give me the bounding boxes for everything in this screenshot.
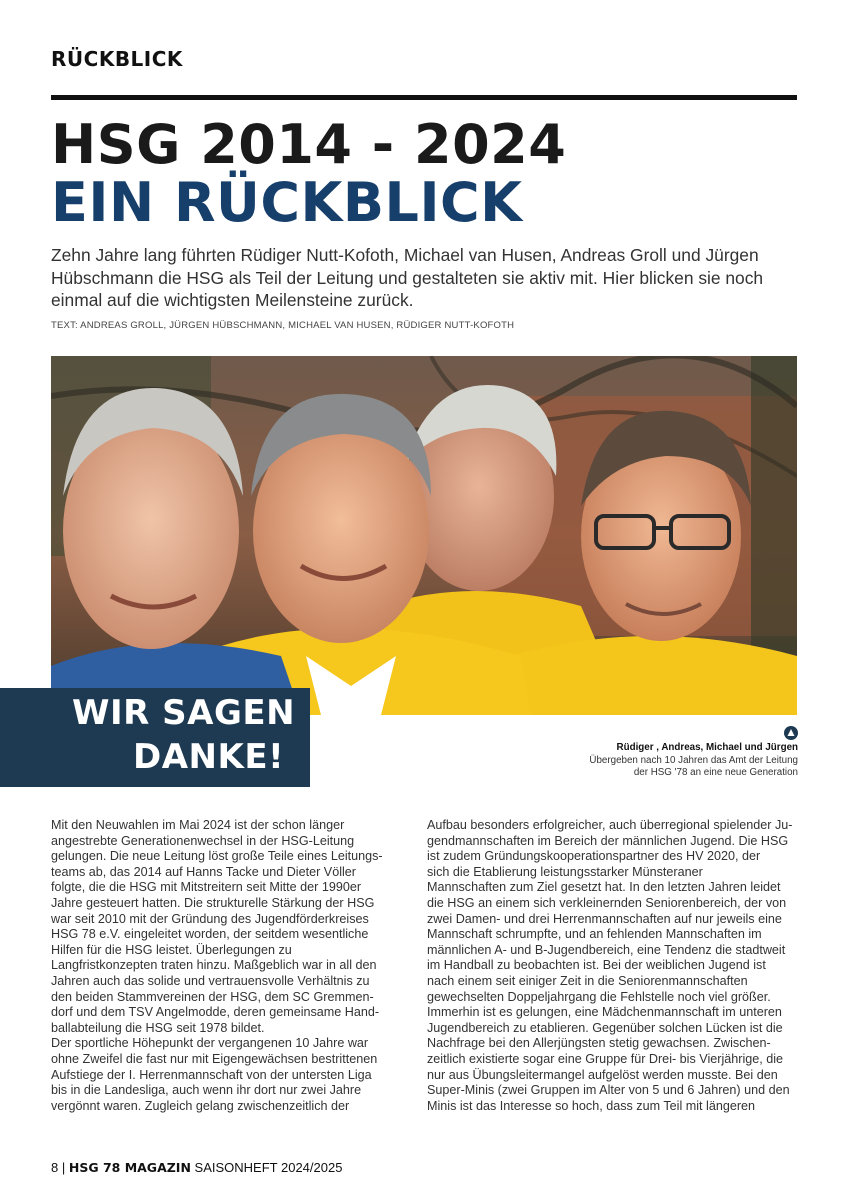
body-line: Langfristkonzepten traten hinzu. Maßgeblich war in all den (51, 958, 377, 973)
body-line: sich die Etablierung leistungsstarker Münsteraner (427, 864, 703, 879)
body-line: Aufstiege der I. Herrenmannschaft von der untersten Liga (51, 1067, 372, 1082)
body-line: gewechselten Doppeljahrgang die Fehlstelle noch viel größer. (427, 989, 771, 1004)
camera-icon (784, 726, 798, 740)
banner-line-2: DANKE! (133, 737, 285, 777)
body-line: Aufbau besonders erfolgreicher, auch überregional spielender Ju- (427, 818, 793, 832)
body-line: Immerhin ist es gelungen, eine Mädchenmannschaft im unteren (427, 1005, 782, 1020)
issue-name: SAISONHEFT 2024/2025 (194, 1160, 343, 1175)
body-line: folgte, die die HSG mit Mitstreitern seit Mitte der 1990er (51, 880, 362, 895)
group-photo (51, 356, 797, 715)
body-line: Minis ist das Interesse so hoch, dass zum Teil mit längeren (427, 1098, 756, 1113)
subheadline: EIN RÜCKBLICK (51, 171, 523, 234)
body-line: Jugendbereich zu etablieren. Gegenüber solchen Lücken ist die (427, 1020, 783, 1035)
body-line: Der sportliche Höhepunkt der vergangenen 10 Jahre war (51, 1036, 369, 1051)
body-column-left (51, 818, 396, 1114)
body-line: Mit den Neuwahlen im Mai 2024 ist der schon länger (51, 818, 345, 832)
body-line: Mannschaft schrumpfte, und an fehlenden Mannschaften im (427, 927, 762, 942)
headline: HSG 2014 - 2024 (51, 113, 567, 176)
magazine-name: HSG 78 MAGAZIN (68, 1160, 191, 1175)
banner-line-1: WIR SAGEN (72, 693, 296, 733)
body-line: bis in die Landesliga, auch wenn ihr dort nur zwei Jahre (51, 1083, 362, 1098)
footer-separator: | (61, 1160, 66, 1175)
author-credits: TEXT: ANDREAS GROLL, JÜRGEN HÜBSCHMANN, MICHAEL VAN HUSEN, RÜDIGER NUTT-KOFOTH (51, 320, 515, 331)
caption-line-1: Übergeben nach 10 Jahren das Amt der Leitung (589, 754, 798, 766)
section-label: RÜCKBLICK (51, 47, 183, 71)
body-line: die HSG an einem sich verkleinernden Seniorenbereich, der von (427, 895, 787, 910)
header-rule (51, 95, 797, 100)
body-column-right (427, 818, 799, 1114)
intro-text: Zehn Jahre lang führten Rüdiger Nutt-Kofoth, Michael van Husen, Andreas Groll und Jürgen Hübschmann die HSG als Teil der Leitung und gestalteten sie aktiv mit. Hier blicken sie noch einmal auf die wichtigsten Meilensteine zurück. (51, 245, 764, 310)
body-line: Super-Minis (zwei Gruppen im Alter von 5 und 6 Jahren) und den (427, 1083, 790, 1098)
body-line: zeitlich existierte sogar eine Gruppe für Drei- bis Vierjährige, die (427, 1051, 784, 1066)
page-footer (51, 1160, 342, 1175)
body-line: vergönnt waren. Zugleich gelang zwischenzeitlich der (51, 1098, 350, 1113)
body-line: Nachfrage bei den Allerjüngsten stetig gewachsen. Zwischen- (427, 1036, 771, 1051)
body-line: ohne Zweifel die fast nur mit Eigengewächsen bestrittenen (51, 1051, 378, 1066)
body-line: ist zudem Gründungskooperationspartner des HV 2020, der (427, 849, 761, 864)
body-line: Mannschaften zum Ziel gesetzt hat. In den letzten Jahren leidet (427, 880, 781, 895)
body-line: angestrebte Generationenwechsel in der HSG-Leitung (51, 833, 355, 848)
body-line: gelungen. Die neue Leitung löst große Teile eines Leitungs- (51, 849, 383, 864)
body-line: den beiden Stammvereinen der HSG, dem SC Gremmen- (51, 989, 374, 1004)
body-line: teams ab, das 2014 auf Hanns Tacke und Dieter Völler (51, 864, 356, 879)
body-line: HSG 78 e.V. eingeleitet worden, der seitdem wesentliche (51, 927, 369, 942)
body-line: Jahren auch das solide und vertrauensvolle Verhältnis zu (51, 973, 370, 988)
body-line: Hilfen für die HSG leistet. Überlegungen zu (51, 942, 292, 957)
photo-caption (589, 742, 798, 780)
body-line: gendmannschaften im Bereich der männlichen Jugend. Die HSG (427, 833, 789, 848)
body-line: ballabteilung die HSG seit 1978 bildet. (51, 1020, 265, 1035)
caption-title: Rüdiger , Andreas, Michael und Jürgen (616, 742, 798, 753)
body-line: männlichen A- und B-Jugendbereich, eine Tendenz die stadtweit (427, 942, 786, 957)
body-line: nach einem seit einiger Zeit in die Seniorenmannschaften (427, 973, 748, 988)
page-number: 8 (51, 1160, 59, 1175)
body-line: dorf und dem TSV Angelmodde, deren gemeinsame Hand- (51, 1005, 380, 1020)
caption-line-2: der HSG '78 an eine neue Generation (633, 767, 798, 778)
body-line: zwei Damen- und drei Herrenmannschaften auf nur jeweils eine (427, 911, 782, 926)
body-line: Jahre gesteuert hatten. Die strukturelle Stärkung der HSG (51, 895, 375, 910)
body-line: im Handball zu beobachten ist. Bei der weiblichen Jugend ist (427, 958, 766, 973)
body-line: nur aus Übungsleitermangel aufgelöst werden musste. Bei den (427, 1067, 778, 1082)
body-line: war seit 2010 mit der Gründung des Jugendförderkreises (51, 911, 369, 926)
